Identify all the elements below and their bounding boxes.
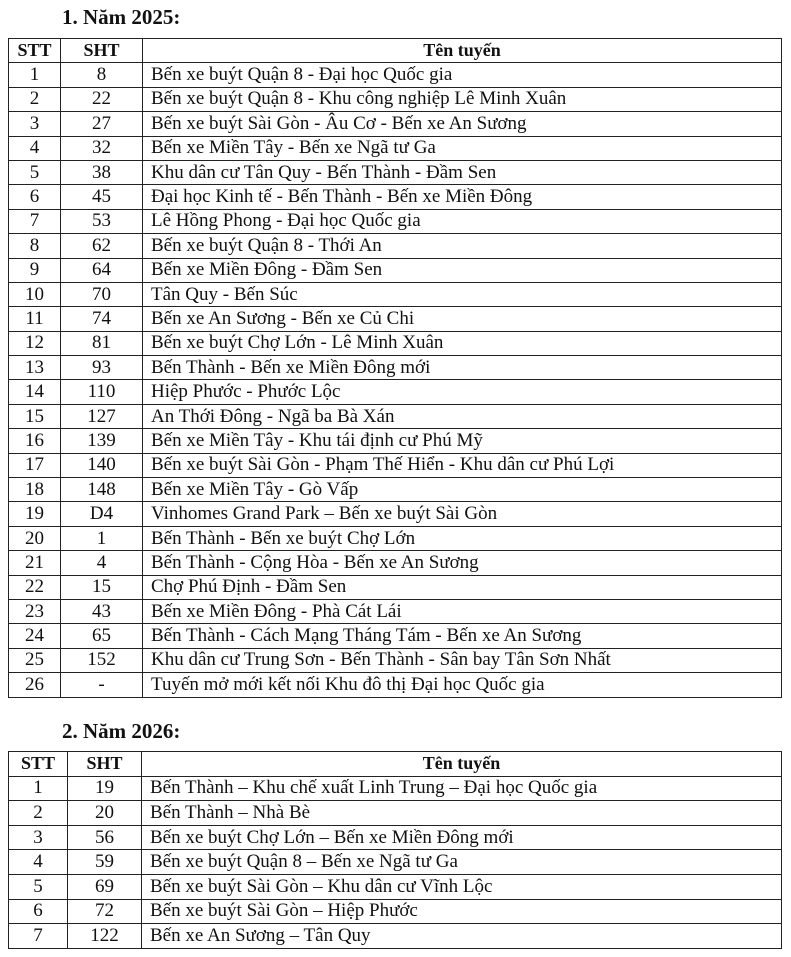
route-name-cell: Tân Quy - Bến Súc (143, 282, 782, 306)
route-name-cell: Bến xe buýt Quận 8 - Thới An (143, 234, 782, 258)
route-number-cell: 93 (61, 356, 143, 380)
route-number-cell: 32 (61, 136, 143, 160)
stt-cell: 20 (9, 526, 61, 550)
route-number-cell: 148 (61, 478, 143, 502)
table-row (9, 624, 782, 648)
table-row (9, 380, 782, 404)
stt-cell: 19 (9, 502, 61, 526)
table-row (9, 599, 782, 623)
route-number-cell: 45 (61, 185, 143, 209)
route-number-cell: 62 (61, 234, 143, 258)
stt-cell: 6 (9, 185, 61, 209)
route-name-cell: Đại học Kinh tế - Bến Thành - Bến xe Miền Đông (143, 185, 782, 209)
stt-cell: 5 (9, 874, 68, 899)
stt-cell: 2 (9, 801, 68, 826)
route-name-cell: Bến xe Miền Tây - Gò Vấp (143, 478, 782, 502)
table-row (9, 258, 782, 282)
table-row (9, 404, 782, 428)
stt-cell: 16 (9, 429, 61, 453)
table-row (9, 850, 782, 875)
table-row (9, 356, 782, 380)
route-name-cell: Bến Thành - Bến xe Miền Đông mới (143, 356, 782, 380)
route-name-header: Tên tuyến (143, 39, 782, 63)
stt-cell: 14 (9, 380, 61, 404)
stt-cell: 25 (9, 648, 61, 672)
route-name-cell: Bến xe Miền Đông - Phà Cát Lái (143, 599, 782, 623)
table-row (9, 331, 782, 355)
table-row (9, 575, 782, 599)
stt-cell: 8 (9, 234, 61, 258)
route-name-cell: Khu dân cư Tân Quy - Bến Thành - Đầm Sen (143, 160, 782, 184)
table-row (9, 136, 782, 160)
stt-cell: 2 (9, 87, 61, 111)
route-name-cell: Tuyến mở mới kết nối Khu đô thị Đại học Quốc gia (143, 673, 782, 697)
route-name-cell: Bến xe buýt Sài Gòn - Phạm Thế Hiển - Khu dân cư Phú Lợi (143, 453, 782, 477)
stt-cell: 4 (9, 136, 61, 160)
route-name-cell: Bến xe buýt Sài Gòn – Hiệp Phước (142, 899, 782, 924)
route-number-cell: 127 (61, 404, 143, 428)
route-name-cell: Bến xe Miền Đông - Đầm Sen (143, 258, 782, 282)
table-row (9, 648, 782, 672)
stt-cell: 15 (9, 404, 61, 428)
route-name-cell: Bến xe buýt Quận 8 - Khu công nghiệp Lê Minh Xuân (143, 87, 782, 111)
table-row (9, 825, 782, 850)
stt-cell: 4 (9, 850, 68, 875)
route-name-cell: An Thới Đông - Ngã ba Bà Xán (143, 404, 782, 428)
route-number-cell: 72 (68, 899, 142, 924)
route-name-cell: Bến xe buýt Sài Gòn – Khu dân cư Vĩnh Lộc (142, 874, 782, 899)
table-row (9, 234, 782, 258)
route-number-cell: 59 (68, 850, 142, 875)
stt-cell: 18 (9, 478, 61, 502)
route-number-cell: 56 (68, 825, 142, 850)
stt-cell: 10 (9, 282, 61, 306)
route-name-cell: Bến Thành - Bến xe buýt Chợ Lớn (143, 526, 782, 550)
stt-header: STT (9, 39, 61, 63)
table-row (9, 551, 782, 575)
routes-2026-table (8, 751, 782, 949)
table-header-row (9, 752, 782, 777)
route-number-cell: 19 (68, 776, 142, 801)
route-number-cell: 8 (61, 63, 143, 87)
table-row (9, 526, 782, 550)
route-name-cell: Bến xe buýt Quận 8 – Bến xe Ngã tư Ga (142, 850, 782, 875)
route-name-cell: Khu dân cư Trung Sơn - Bến Thành - Sân bay Tân Sơn Nhất (143, 648, 782, 672)
route-number-cell: 38 (61, 160, 143, 184)
stt-cell: 26 (9, 673, 61, 697)
table-row (9, 924, 782, 949)
route-number-cell: 15 (61, 575, 143, 599)
table-row (9, 801, 782, 826)
route-name-cell: Bến Thành - Cách Mạng Tháng Tám - Bến xe An Sương (143, 624, 782, 648)
route-number-cell: 20 (68, 801, 142, 826)
route-name-cell: Lê Hồng Phong - Đại học Quốc gia (143, 209, 782, 233)
table-row (9, 87, 782, 111)
route-number-cell: 74 (61, 307, 143, 331)
stt-cell: 24 (9, 624, 61, 648)
table-row (9, 112, 782, 136)
route-number-cell: 110 (61, 380, 143, 404)
table-row (9, 673, 782, 697)
stt-cell: 7 (9, 209, 61, 233)
route-name-cell: Bến xe Miền Tây - Bến xe Ngã tư Ga (143, 136, 782, 160)
route-number-cell: 69 (68, 874, 142, 899)
route-name-header: Tên tuyến (142, 752, 782, 777)
table-row (9, 776, 782, 801)
route-name-cell: Vinhomes Grand Park – Bến xe buýt Sài Gòn (143, 502, 782, 526)
route-number-cell: 64 (61, 258, 143, 282)
stt-cell: 7 (9, 924, 68, 949)
route-name-cell: Bến xe An Sương – Tân Quy (142, 924, 782, 949)
route-name-cell: Bến xe buýt Chợ Lớn - Lê Minh Xuân (143, 331, 782, 355)
stt-cell: 21 (9, 551, 61, 575)
stt-cell: 1 (9, 63, 61, 87)
route-number-cell: D4 (61, 502, 143, 526)
route-name-cell: Bến xe Miền Tây - Khu tái định cư Phú Mỹ (143, 429, 782, 453)
stt-cell: 22 (9, 575, 61, 599)
route-number-cell: 53 (61, 209, 143, 233)
table-row (9, 478, 782, 502)
table-header-row (9, 39, 782, 63)
stt-cell: 1 (9, 776, 68, 801)
section-2026-heading: 2. Năm 2026: (62, 719, 181, 743)
stt-cell: 6 (9, 899, 68, 924)
table-row (9, 429, 782, 453)
route-number-cell: 1 (61, 526, 143, 550)
section-2025-heading: 1. Năm 2025: (62, 5, 181, 29)
route-name-cell: Bến Thành – Nhà Bè (142, 801, 782, 826)
table-row (9, 209, 782, 233)
route-number-cell: 81 (61, 331, 143, 355)
table-row (9, 899, 782, 924)
route-name-cell: Chợ Phú Định - Đầm Sen (143, 575, 782, 599)
route-name-cell: Bến xe buýt Sài Gòn - Âu Cơ - Bến xe An Sương (143, 112, 782, 136)
stt-header: STT (9, 752, 68, 777)
route-name-cell: Hiệp Phước - Phước Lộc (143, 380, 782, 404)
route-name-cell: Bến xe buýt Chợ Lớn – Bến xe Miền Đông mới (142, 825, 782, 850)
route-name-cell: Bến Thành - Cộng Hòa - Bến xe An Sương (143, 551, 782, 575)
route-number-cell: 27 (61, 112, 143, 136)
table-row (9, 160, 782, 184)
stt-cell: 12 (9, 331, 61, 355)
route-number-cell: 152 (61, 648, 143, 672)
stt-cell: 11 (9, 307, 61, 331)
route-number-cell: 122 (68, 924, 142, 949)
route-number-cell: 70 (61, 282, 143, 306)
stt-cell: 23 (9, 599, 61, 623)
stt-cell: 3 (9, 825, 68, 850)
route-name-cell: Bến xe buýt Quận 8 - Đại học Quốc gia (143, 63, 782, 87)
sht-header: SHT (61, 39, 143, 63)
table-row (9, 874, 782, 899)
table-row (9, 502, 782, 526)
route-number-cell: 4 (61, 551, 143, 575)
stt-cell: 5 (9, 160, 61, 184)
stt-cell: 13 (9, 356, 61, 380)
stt-cell: 9 (9, 258, 61, 282)
table-row (9, 185, 782, 209)
route-name-cell: Bến xe An Sương - Bến xe Củ Chi (143, 307, 782, 331)
stt-cell: 17 (9, 453, 61, 477)
route-number-cell: 43 (61, 599, 143, 623)
stt-cell: 3 (9, 112, 61, 136)
table-row (9, 63, 782, 87)
table-row (9, 307, 782, 331)
route-number-cell: 140 (61, 453, 143, 477)
routes-2025-table (8, 38, 782, 698)
sht-header: SHT (68, 752, 142, 777)
route-number-cell: 139 (61, 429, 143, 453)
route-number-cell: - (61, 673, 143, 697)
route-name-cell: Bến Thành – Khu chế xuất Linh Trung – Đại học Quốc gia (142, 776, 782, 801)
route-number-cell: 22 (61, 87, 143, 111)
table-row (9, 282, 782, 306)
route-number-cell: 65 (61, 624, 143, 648)
table-row (9, 453, 782, 477)
